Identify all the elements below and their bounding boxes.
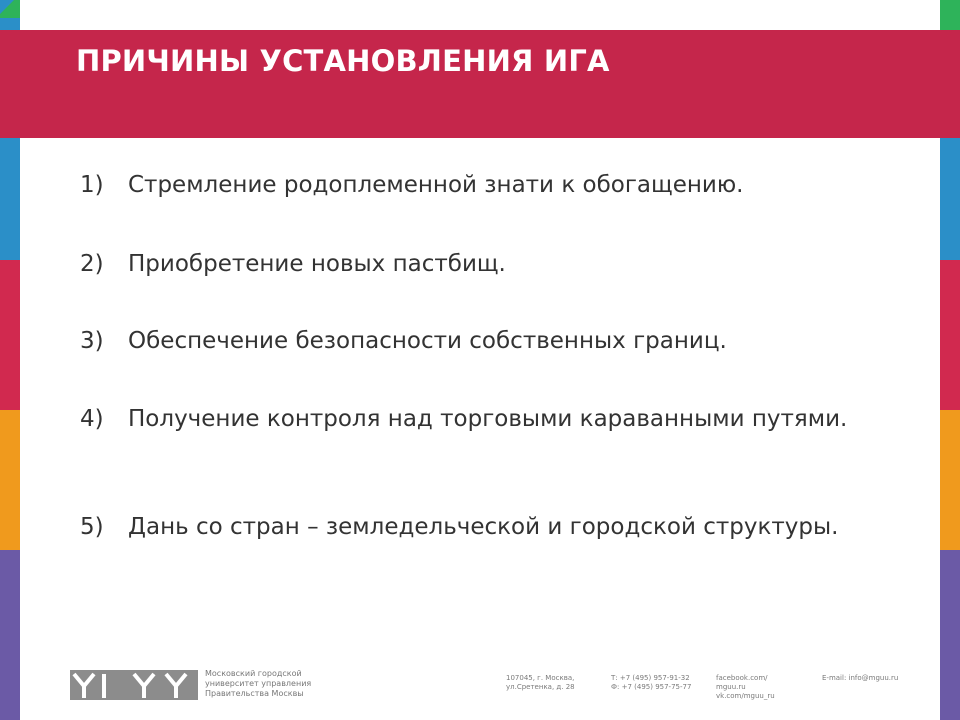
item-text: Приобретение новых пастбищ. bbox=[128, 251, 506, 277]
stripe-segment-pink bbox=[0, 260, 20, 410]
corner-arrow-icon bbox=[0, 0, 20, 20]
footer-phones bbox=[611, 674, 691, 692]
email-link[interactable]: E-mail: info@mguu.ru bbox=[822, 674, 899, 682]
organization-name bbox=[205, 669, 325, 699]
list-item bbox=[80, 404, 900, 434]
stripe-segment-orange bbox=[940, 410, 960, 550]
org-line: Правительства Москвы bbox=[205, 689, 304, 698]
social-link[interactable]: facebook.com/ bbox=[716, 674, 768, 682]
phone-line: Т: +7 (495) 957-91-32 bbox=[611, 674, 690, 682]
item-number: 5) bbox=[80, 514, 104, 540]
item-text: Получение контроля над торговыми караванными путями. bbox=[128, 406, 848, 432]
list-item bbox=[80, 170, 900, 200]
footer-address bbox=[506, 674, 575, 692]
social-link[interactable]: vk.com/mguu_ru bbox=[716, 692, 775, 700]
item-text: Стремление родоплеменной знати к обогащению. bbox=[128, 172, 744, 198]
item-number: 4) bbox=[80, 406, 104, 432]
address-line: ул.Сретенка, д. 28 bbox=[506, 683, 575, 691]
slide-title: ПРИЧИНЫ УСТАНОВЛЕНИЯ ИГА bbox=[76, 44, 610, 78]
org-line: университет управления bbox=[205, 679, 312, 688]
list-item bbox=[80, 249, 900, 279]
phone-line: Ф: +7 (495) 957-75-77 bbox=[611, 683, 692, 691]
list-item bbox=[80, 512, 900, 542]
stripe-segment-pink bbox=[940, 260, 960, 410]
social-link[interactable]: mguu.ru bbox=[716, 683, 746, 691]
university-logo-icon bbox=[70, 668, 198, 702]
stripe-segment-blue bbox=[0, 138, 20, 260]
item-text: Дань со стран – земледельческой и городской структуры. bbox=[128, 514, 839, 540]
item-number: 1) bbox=[80, 172, 104, 198]
address-line: 107045, г. Москва, bbox=[506, 674, 575, 682]
stripe-segment-green bbox=[940, 0, 960, 30]
footer-email bbox=[822, 674, 898, 683]
org-line: Московский городской bbox=[205, 669, 302, 678]
item-text: Обеспечение безопасности собственных границ. bbox=[128, 328, 727, 354]
footer-social bbox=[716, 674, 775, 701]
item-number: 3) bbox=[80, 328, 104, 354]
stripe-segment-blue bbox=[940, 138, 960, 260]
item-number: 2) bbox=[80, 251, 104, 277]
footer bbox=[0, 660, 960, 720]
stripe-segment-orange bbox=[0, 410, 20, 550]
list-item bbox=[80, 326, 900, 356]
